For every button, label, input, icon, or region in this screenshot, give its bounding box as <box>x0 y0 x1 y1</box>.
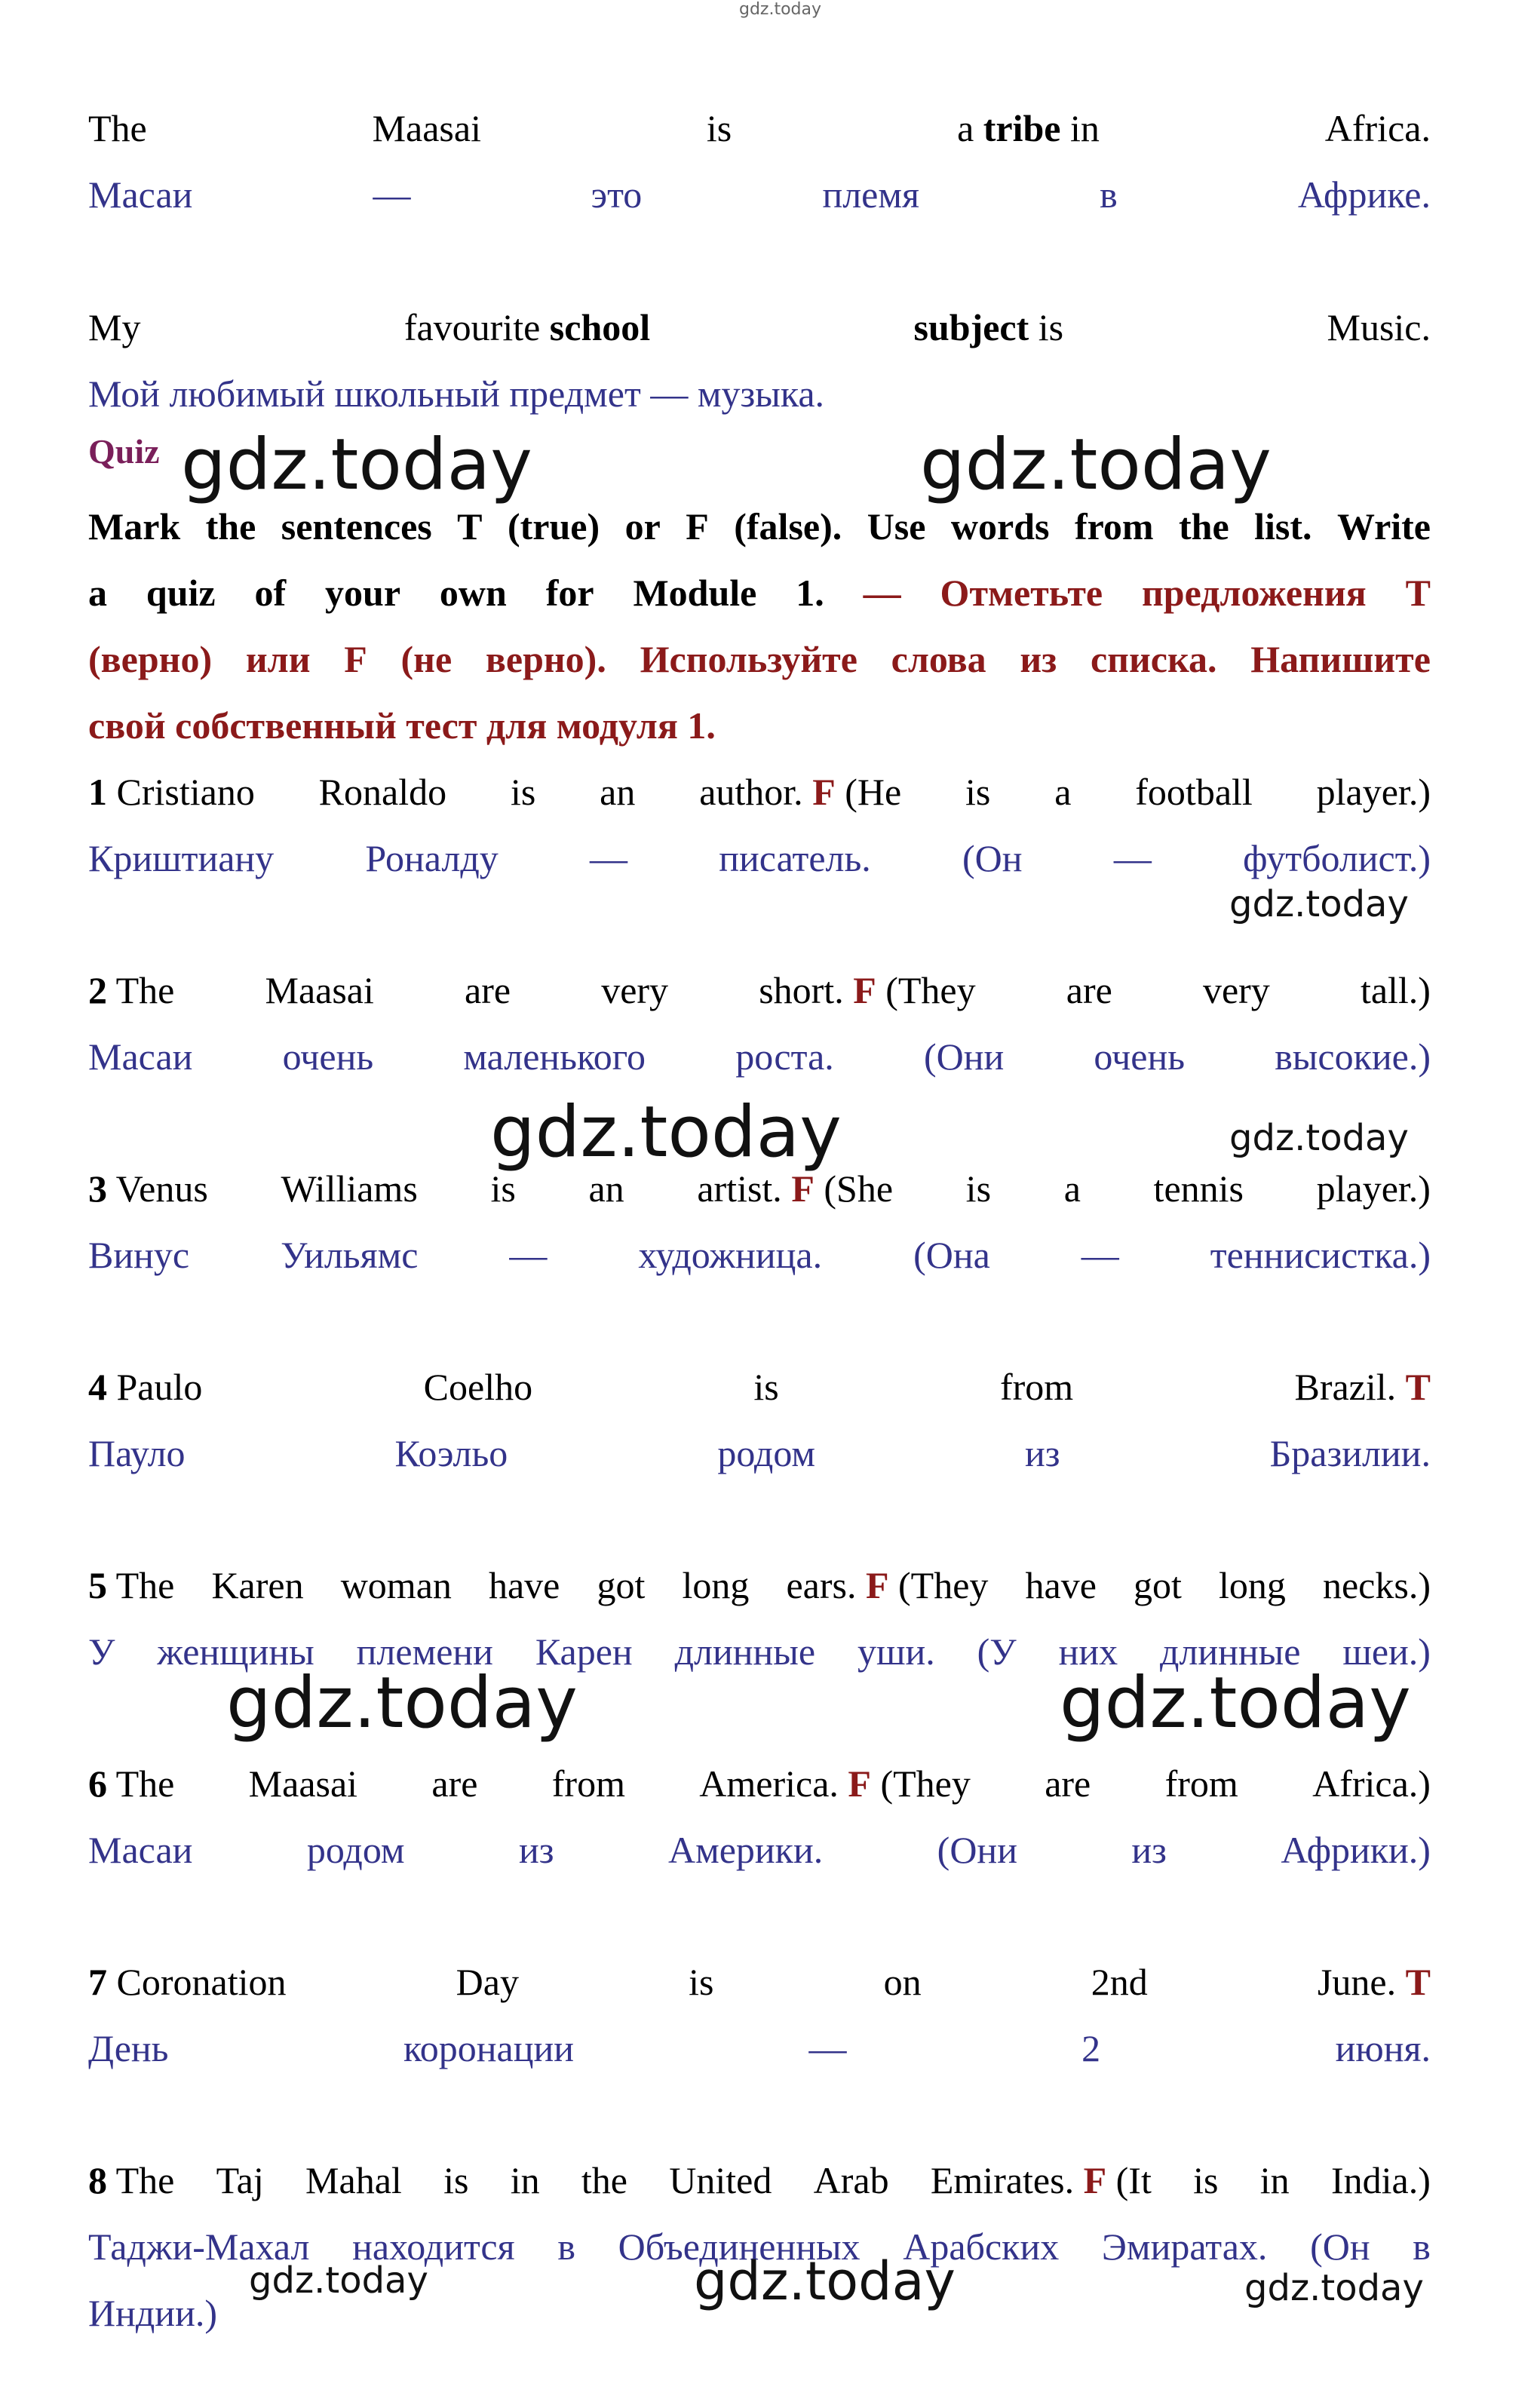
word: own <box>439 572 507 614</box>
word: (верно) <box>88 638 213 680</box>
word: very <box>601 969 669 1011</box>
word: from <box>551 1762 625 1805</box>
word: Объединенных <box>618 2225 861 2268</box>
word: (Она <box>913 1234 990 1276</box>
word: (true) <box>507 505 600 548</box>
quiz-item-1 <box>88 762 1431 822</box>
item-number: 2 <box>88 969 107 1011</box>
item-number: 7 <box>88 1961 107 2003</box>
word: is <box>965 1167 992 1210</box>
item-number: 5 <box>88 1564 107 1606</box>
word: из <box>1020 638 1057 680</box>
word: your <box>325 572 401 614</box>
word: футболист.) <box>1243 837 1431 879</box>
word-group: a tribe in <box>957 107 1100 149</box>
word: Криштиану <box>88 837 275 879</box>
word: for <box>545 572 594 614</box>
word: писатель. <box>719 837 871 879</box>
item-number: 4 <box>88 1366 107 1408</box>
word: short. F (They <box>759 969 976 1011</box>
word: или <box>245 638 311 680</box>
word: very <box>1202 969 1270 1011</box>
word: an <box>600 771 636 813</box>
word: — <box>863 572 901 614</box>
word: — <box>373 173 411 216</box>
watermark-top: gdz.today <box>739 0 822 19</box>
quiz-item-5 <box>88 1555 1431 1615</box>
answer-mark: T <box>1405 1961 1431 2003</box>
word: длинные <box>674 1630 816 1673</box>
word: 2nd <box>1091 1961 1148 2003</box>
word: (false). <box>734 505 842 548</box>
watermark: gdz.today <box>1244 2267 1424 2309</box>
word: женщины <box>157 1630 314 1673</box>
word: Williams <box>281 1167 418 1210</box>
word: — <box>808 2027 847 2069</box>
quiz-item-2-translation <box>88 1026 1431 1087</box>
answer-mark: F <box>848 1762 871 1805</box>
watermark: gdz.today <box>249 2259 428 2302</box>
word: (У <box>977 1630 1017 1673</box>
item-number-group: 1 Cristiano <box>88 771 255 813</box>
word: Карен <box>535 1630 633 1673</box>
word: is <box>510 771 536 813</box>
word: уши. <box>857 1630 935 1673</box>
word: in <box>510 2159 540 2201</box>
word: Масаи <box>88 1035 193 1078</box>
answer-mark: F <box>1083 2159 1107 2201</box>
word: from <box>1000 1366 1074 1408</box>
word: Пауло <box>88 1432 186 1474</box>
word: высокие.) <box>1275 1035 1431 1078</box>
word: Maasai <box>248 1762 358 1805</box>
word: это <box>591 173 643 216</box>
word: from <box>1164 1762 1238 1805</box>
word: Отметьте <box>940 572 1103 614</box>
answer-mark: F <box>853 969 876 1011</box>
word: коронации <box>403 2027 574 2069</box>
word: Maasai <box>265 969 374 1011</box>
quiz-item-8-translation-cont: Индии.) <box>88 2292 217 2334</box>
word: из <box>1025 1432 1060 1474</box>
word: Emirates. F (It <box>930 2159 1152 2201</box>
word: or <box>624 505 661 548</box>
word: are <box>465 969 511 1011</box>
word: a <box>1054 771 1072 813</box>
word: tennis <box>1153 1167 1244 1210</box>
word: the <box>205 505 256 548</box>
word-group: subject is <box>913 306 1064 348</box>
word-group: favourite school <box>403 306 651 348</box>
word: Music. <box>1327 306 1431 348</box>
quiz-item-7 <box>88 1952 1431 2012</box>
word: necks.) <box>1322 1564 1431 1606</box>
intro-en-1 <box>88 98 1431 158</box>
word: quiz <box>146 572 216 614</box>
watermark: gdz.today <box>694 2250 956 2312</box>
word: Mark <box>88 505 181 548</box>
word: Taj <box>216 2159 264 2201</box>
word: is <box>490 1167 516 1210</box>
answer-mark: F <box>791 1167 815 1210</box>
word: очень <box>1094 1035 1186 1078</box>
word: Module <box>633 572 757 614</box>
watermark: gdz.today <box>920 424 1272 506</box>
word: long <box>1218 1564 1286 1606</box>
item-number: 8 <box>88 2159 107 2201</box>
word: The <box>88 107 147 149</box>
word: F <box>686 505 709 548</box>
word: них <box>1058 1630 1118 1673</box>
word: player.) <box>1316 771 1431 813</box>
watermark: gdz.today <box>1229 883 1409 925</box>
word: из <box>519 1829 554 1871</box>
quiz-item-4-translation <box>88 1423 1431 1483</box>
word: Maasai <box>372 107 481 149</box>
word: is <box>443 2159 469 2201</box>
item-number: 3 <box>88 1167 107 1210</box>
word: — <box>1081 1234 1119 1276</box>
word: Africa.) <box>1312 1762 1431 1805</box>
word: Масаи <box>88 1829 193 1871</box>
answer-mark: F <box>812 771 836 813</box>
word: are <box>1066 969 1112 1011</box>
watermark: gdz.today <box>1060 1662 1411 1744</box>
word: Африке. <box>1297 173 1431 216</box>
word: длинные <box>1160 1630 1301 1673</box>
item-number-group: 3 Venus <box>88 1167 208 1210</box>
word: an <box>588 1167 624 1210</box>
word: My <box>88 306 141 348</box>
word: июня. <box>1335 2027 1431 2069</box>
word: в <box>557 2225 575 2268</box>
word: находится <box>352 2225 515 2268</box>
word: author. F (He <box>699 771 902 813</box>
item-number-group: 4 Paulo <box>88 1366 203 1408</box>
word: родом <box>717 1432 816 1474</box>
word: player.) <box>1316 1167 1431 1210</box>
word: on <box>883 1961 922 2003</box>
item-number: 1 <box>88 771 107 813</box>
word: Use <box>867 505 926 548</box>
word: День <box>88 2027 169 2069</box>
watermark: gdz.today <box>490 1091 842 1173</box>
word: Коэльо <box>394 1432 508 1474</box>
word: Таджи-Махал <box>88 2225 310 2268</box>
watermark: gdz.today <box>1229 1117 1409 1159</box>
word: верно). <box>485 638 606 680</box>
word: племени <box>356 1630 493 1673</box>
word: Используйте <box>640 638 857 680</box>
quiz-item-7-translation <box>88 2018 1431 2078</box>
word: a <box>88 572 107 614</box>
instruction-line-2 <box>88 563 1431 623</box>
word: 1. <box>796 572 824 614</box>
word: (не <box>400 638 453 680</box>
word: are <box>1045 1762 1091 1805</box>
quiz-item-3-translation <box>88 1225 1431 1285</box>
item-number-group: 6 The <box>88 1762 175 1805</box>
word: из <box>1131 1829 1167 1871</box>
quiz-item-6-translation <box>88 1820 1431 1880</box>
word: Арабских <box>903 2225 1060 2268</box>
word: words <box>950 505 1050 548</box>
word: Day <box>456 1961 519 2003</box>
word: теннисистка.) <box>1210 1234 1431 1276</box>
word: Arab <box>813 2159 889 2201</box>
item-number-group: 7 Coronation <box>88 1961 287 2003</box>
answer-mark: T <box>1405 1366 1431 1408</box>
word: artist. F (She <box>697 1167 894 1210</box>
word: are <box>431 1762 478 1805</box>
word: a <box>1063 1167 1081 1210</box>
word: предложения <box>1142 572 1367 614</box>
word: is <box>706 107 732 149</box>
word: F <box>344 638 367 680</box>
answer-mark: F <box>865 1564 889 1606</box>
word: is <box>753 1366 779 1408</box>
instruction-line-4: свой собственный тест для модуля 1. <box>88 704 716 747</box>
word: India.) <box>1330 2159 1431 2201</box>
word: родом <box>306 1829 405 1871</box>
word: is <box>689 1961 714 2003</box>
word: Бразилии. <box>1269 1432 1431 1474</box>
quiz-label: Quiz <box>88 432 160 471</box>
word: got <box>1133 1564 1182 1606</box>
word: have <box>1025 1564 1097 1606</box>
word: T <box>457 505 483 548</box>
intro-en-2 <box>88 297 1431 357</box>
word: Mahal <box>305 2159 402 2201</box>
word: of <box>254 572 287 614</box>
word: got <box>597 1564 646 1606</box>
intro-ru-2: Мой любимый школьный предмет — музыка. <box>88 373 825 415</box>
item-number-group: 8 The <box>88 2159 175 2201</box>
word: America. F (They <box>699 1762 971 1805</box>
item-number-group: 2 The <box>88 969 175 1011</box>
quiz-item-1-translation <box>88 828 1431 888</box>
word: have <box>488 1564 560 1606</box>
word: is <box>1193 2159 1219 2201</box>
word: Африки.) <box>1281 1829 1431 1871</box>
watermark: gdz.today <box>181 424 532 506</box>
word: ears. F (They <box>786 1564 989 1606</box>
word: маленького <box>463 1035 646 1078</box>
word: — <box>509 1234 548 1276</box>
word: T <box>1405 572 1431 614</box>
word: Масаи <box>88 173 193 216</box>
quiz-item-6 <box>88 1753 1431 1814</box>
word: list. <box>1254 505 1312 548</box>
word: sentences <box>281 505 432 548</box>
word: Эмиратах. <box>1101 2225 1268 2268</box>
word: the <box>1179 505 1229 548</box>
word: long <box>682 1564 750 1606</box>
word: United <box>669 2159 772 2201</box>
word: 2 <box>1081 2027 1101 2069</box>
word: Coelho <box>423 1366 533 1408</box>
word: from <box>1074 505 1154 548</box>
word: художница. <box>638 1234 823 1276</box>
word: (Они <box>923 1035 1005 1078</box>
word: in <box>1259 2159 1290 2201</box>
quiz-item-2 <box>88 960 1431 1020</box>
word: is <box>965 771 991 813</box>
word: списка. <box>1090 638 1217 680</box>
word: в <box>1413 2225 1431 2268</box>
word: woman <box>340 1564 452 1606</box>
word: Напишите <box>1250 638 1431 680</box>
quiz-item-4 <box>88 1357 1431 1417</box>
watermark: gdz.today <box>226 1662 578 1744</box>
item-number: 6 <box>88 1762 107 1805</box>
word: — <box>1113 837 1152 879</box>
word: June. T <box>1317 1961 1431 2003</box>
word: племя <box>822 173 919 216</box>
word: Brazil. T <box>1294 1366 1431 1408</box>
word: Роналду <box>365 837 499 879</box>
word: the <box>581 2159 627 2201</box>
word: (Он <box>962 837 1023 879</box>
quiz-item-8 <box>88 2150 1431 2210</box>
word: Винус <box>88 1234 190 1276</box>
word: в <box>1100 173 1118 216</box>
word: роста. <box>735 1035 834 1078</box>
word: Ronaldo <box>318 771 447 813</box>
word: очень <box>282 1035 374 1078</box>
word: football <box>1135 771 1253 813</box>
word: Америки. <box>667 1829 824 1871</box>
word: шеи.) <box>1342 1630 1431 1673</box>
instruction-line-3 <box>88 629 1431 689</box>
word: У <box>88 1630 115 1673</box>
word: (Он <box>1310 2225 1370 2268</box>
word: слова <box>891 638 986 680</box>
word: — <box>590 837 628 879</box>
word: (Они <box>937 1829 1017 1871</box>
word: Уильямс <box>281 1234 419 1276</box>
word: Karen <box>211 1564 304 1606</box>
word: Africa. <box>1324 107 1431 149</box>
item-number-group: 5 The <box>88 1564 175 1606</box>
word: Write <box>1336 505 1431 548</box>
word: tall.) <box>1360 969 1431 1011</box>
intro-ru-1 <box>88 164 1431 225</box>
